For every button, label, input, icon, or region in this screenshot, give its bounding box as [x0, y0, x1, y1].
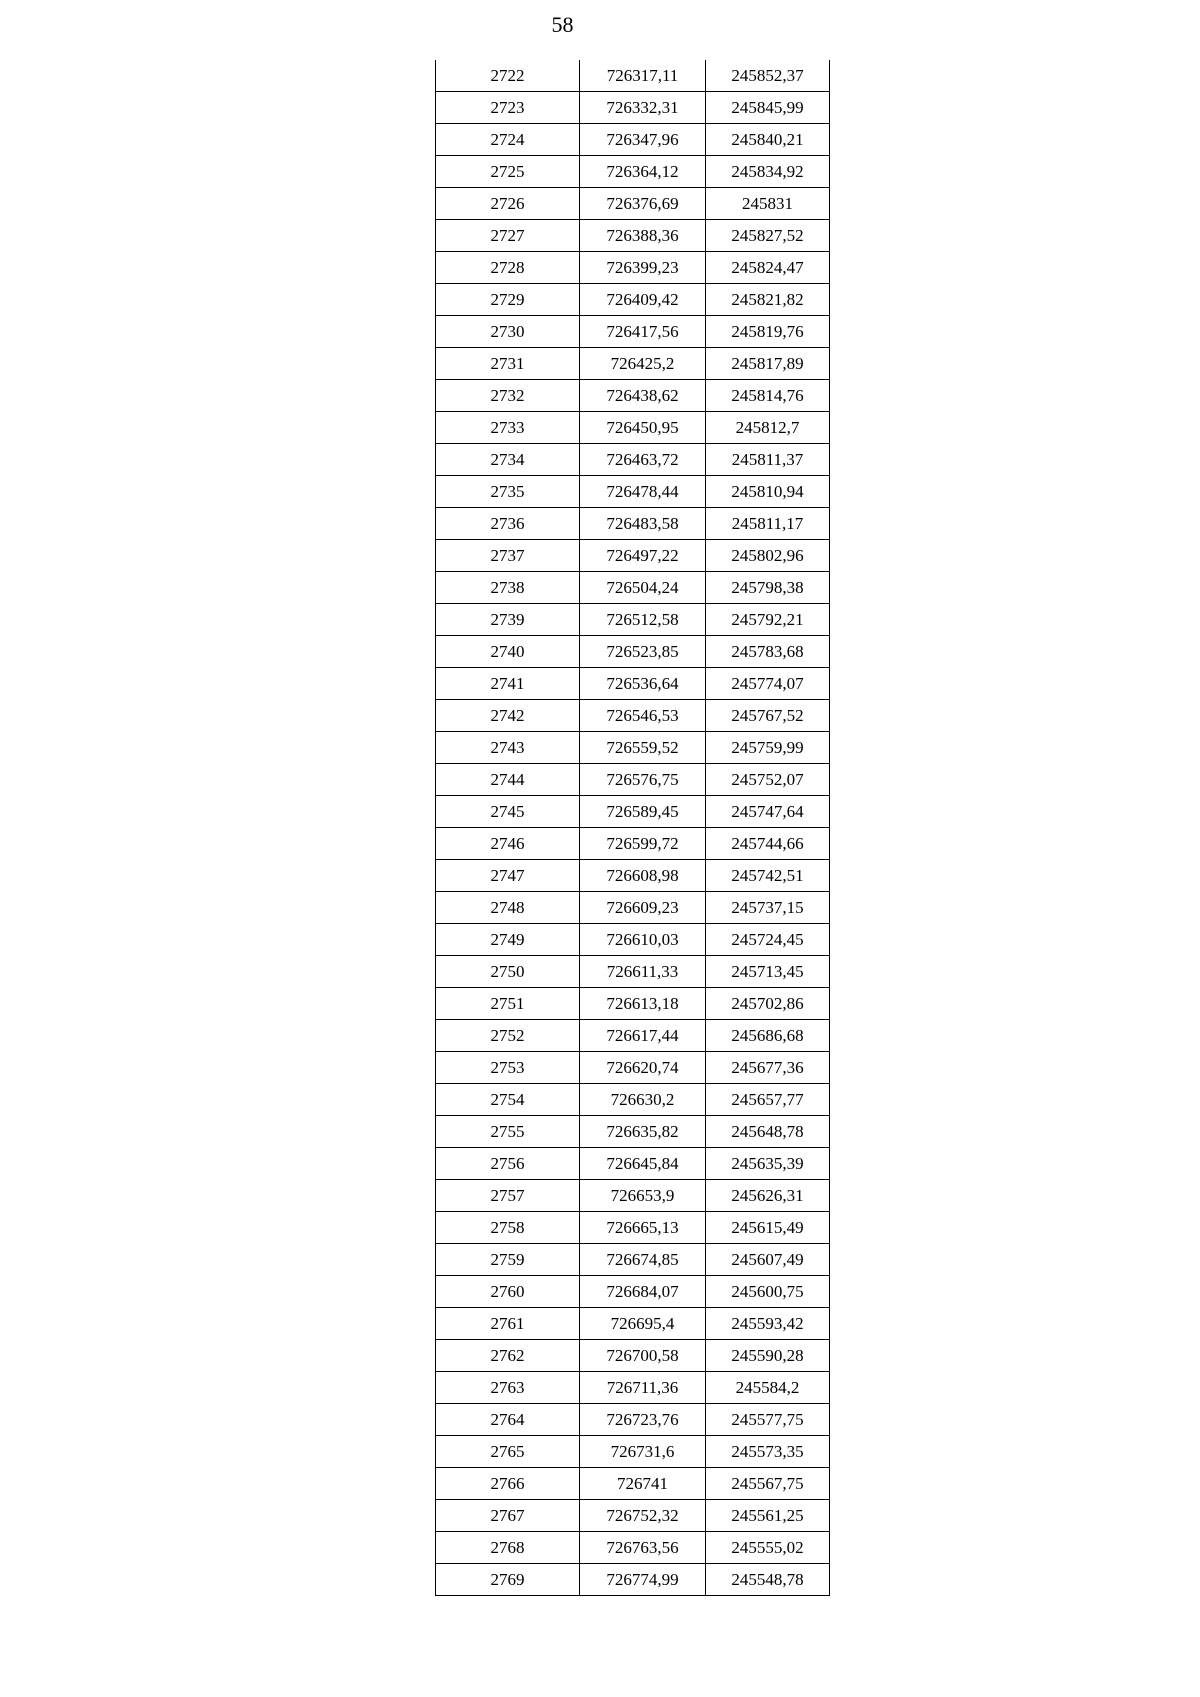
x-coordinate-cell: 726665,13: [580, 1212, 706, 1244]
y-coordinate-cell: 245774,07: [706, 668, 830, 700]
x-coordinate-cell: 726497,22: [580, 540, 706, 572]
table-row: [436, 540, 830, 572]
x-coordinate-cell: 726425,2: [580, 348, 706, 380]
point-number-cell: 2754: [436, 1084, 580, 1116]
table-row: [436, 1308, 830, 1340]
table-row: [436, 636, 830, 668]
page-number: 58: [551, 12, 574, 37]
table-row: [436, 956, 830, 988]
table-row: [436, 1180, 830, 1212]
y-coordinate-cell: 245852,37: [706, 60, 830, 92]
point-number-cell: 2729: [436, 284, 580, 316]
point-number-cell: 2765: [436, 1436, 580, 1468]
point-number-cell: 2731: [436, 348, 580, 380]
point-number-cell: 2768: [436, 1532, 580, 1564]
point-number-cell: 2755: [436, 1116, 580, 1148]
table-row: [436, 1372, 830, 1404]
point-number-cell: 2749: [436, 924, 580, 956]
y-coordinate-cell: 245811,37: [706, 444, 830, 476]
y-coordinate-cell: 245635,39: [706, 1148, 830, 1180]
x-coordinate-cell: 726653,9: [580, 1180, 706, 1212]
point-number-cell: 2745: [436, 796, 580, 828]
x-coordinate-cell: 726700,58: [580, 1340, 706, 1372]
table-row: [436, 860, 830, 892]
y-coordinate-cell: 245747,64: [706, 796, 830, 828]
y-coordinate-cell: 245783,68: [706, 636, 830, 668]
x-coordinate-cell: 726450,95: [580, 412, 706, 444]
table-row: [436, 380, 830, 412]
table-row: [436, 1052, 830, 1084]
table-row: [436, 1564, 830, 1596]
x-coordinate-cell: 726332,31: [580, 92, 706, 124]
x-coordinate-cell: 726504,24: [580, 572, 706, 604]
point-number-cell: 2758: [436, 1212, 580, 1244]
x-coordinate-cell: 726576,75: [580, 764, 706, 796]
table-row: [436, 1148, 830, 1180]
table-row: [436, 1276, 830, 1308]
point-number-cell: 2737: [436, 540, 580, 572]
y-coordinate-cell: 245724,45: [706, 924, 830, 956]
y-coordinate-cell: 245811,17: [706, 508, 830, 540]
x-coordinate-cell: 726512,58: [580, 604, 706, 636]
table-row: [436, 412, 830, 444]
point-number-cell: 2767: [436, 1500, 580, 1532]
y-coordinate-cell: 245600,75: [706, 1276, 830, 1308]
table-row: [436, 188, 830, 220]
table-row: [436, 668, 830, 700]
point-number-cell: 2756: [436, 1148, 580, 1180]
y-coordinate-cell: 245607,49: [706, 1244, 830, 1276]
table-row: [436, 316, 830, 348]
point-number-cell: 2751: [436, 988, 580, 1020]
point-number-cell: 2759: [436, 1244, 580, 1276]
y-coordinate-cell: 245759,99: [706, 732, 830, 764]
x-coordinate-cell: 726752,32: [580, 1500, 706, 1532]
point-number-cell: 2742: [436, 700, 580, 732]
y-coordinate-cell: 245573,35: [706, 1436, 830, 1468]
y-coordinate-cell: 245615,49: [706, 1212, 830, 1244]
point-number-cell: 2736: [436, 508, 580, 540]
point-number-cell: 2753: [436, 1052, 580, 1084]
y-coordinate-cell: 245584,2: [706, 1372, 830, 1404]
y-coordinate-cell: 245744,66: [706, 828, 830, 860]
y-coordinate-cell: 245561,25: [706, 1500, 830, 1532]
table-row: [436, 1116, 830, 1148]
point-number-cell: 2747: [436, 860, 580, 892]
point-number-cell: 2744: [436, 764, 580, 796]
y-coordinate-cell: 245821,82: [706, 284, 830, 316]
table-row: [436, 1244, 830, 1276]
point-number-cell: 2760: [436, 1276, 580, 1308]
table-row: [436, 284, 830, 316]
table-row: [436, 124, 830, 156]
table-row: [436, 92, 830, 124]
x-coordinate-cell: 726741: [580, 1468, 706, 1500]
point-number-cell: 2735: [436, 476, 580, 508]
point-number-cell: 2733: [436, 412, 580, 444]
point-number-cell: 2763: [436, 1372, 580, 1404]
y-coordinate-cell: 245824,47: [706, 252, 830, 284]
x-coordinate-cell: 726478,44: [580, 476, 706, 508]
table-row: [436, 476, 830, 508]
table-row: [436, 348, 830, 380]
x-coordinate-cell: 726438,62: [580, 380, 706, 412]
x-coordinate-cell: 726536,64: [580, 668, 706, 700]
y-coordinate-cell: 245817,89: [706, 348, 830, 380]
table-row: [436, 1468, 830, 1500]
table-row: [436, 1212, 830, 1244]
x-coordinate-cell: 726630,2: [580, 1084, 706, 1116]
point-number-cell: 2723: [436, 92, 580, 124]
x-coordinate-cell: 726774,99: [580, 1564, 706, 1596]
point-number-cell: 2757: [436, 1180, 580, 1212]
table-row: [436, 508, 830, 540]
x-coordinate-cell: 726347,96: [580, 124, 706, 156]
coordinates-table-body: [436, 60, 830, 1596]
point-number-cell: 2724: [436, 124, 580, 156]
table-row: [436, 892, 830, 924]
y-coordinate-cell: 245567,75: [706, 1468, 830, 1500]
table-row: [436, 252, 830, 284]
y-coordinate-cell: 245840,21: [706, 124, 830, 156]
point-number-cell: 2728: [436, 252, 580, 284]
point-number-cell: 2741: [436, 668, 580, 700]
y-coordinate-cell: 245810,94: [706, 476, 830, 508]
y-coordinate-cell: 245737,15: [706, 892, 830, 924]
point-number-cell: 2750: [436, 956, 580, 988]
x-coordinate-cell: 726546,53: [580, 700, 706, 732]
table-row: [436, 156, 830, 188]
y-coordinate-cell: 245767,52: [706, 700, 830, 732]
point-number-cell: 2727: [436, 220, 580, 252]
table-row: [436, 1020, 830, 1052]
y-coordinate-cell: 245626,31: [706, 1180, 830, 1212]
point-number-cell: 2761: [436, 1308, 580, 1340]
x-coordinate-cell: 726674,85: [580, 1244, 706, 1276]
point-number-cell: 2739: [436, 604, 580, 636]
y-coordinate-cell: 245819,76: [706, 316, 830, 348]
y-coordinate-cell: 245834,92: [706, 156, 830, 188]
table-row: [436, 796, 830, 828]
y-coordinate-cell: 245802,96: [706, 540, 830, 572]
table-row: [436, 732, 830, 764]
x-coordinate-cell: 726317,11: [580, 60, 706, 92]
table-row: [436, 988, 830, 1020]
table-row: [436, 828, 830, 860]
y-coordinate-cell: 245742,51: [706, 860, 830, 892]
x-coordinate-cell: 726559,52: [580, 732, 706, 764]
point-number-cell: 2730: [436, 316, 580, 348]
point-number-cell: 2726: [436, 188, 580, 220]
x-coordinate-cell: 726723,76: [580, 1404, 706, 1436]
point-number-cell: 2752: [436, 1020, 580, 1052]
x-coordinate-cell: 726399,23: [580, 252, 706, 284]
coordinates-table: [435, 60, 830, 1596]
x-coordinate-cell: 726523,85: [580, 636, 706, 668]
x-coordinate-cell: 726409,42: [580, 284, 706, 316]
point-number-cell: 2748: [436, 892, 580, 924]
y-coordinate-cell: 245752,07: [706, 764, 830, 796]
y-coordinate-cell: 245792,21: [706, 604, 830, 636]
x-coordinate-cell: 726711,36: [580, 1372, 706, 1404]
x-coordinate-cell: 726610,03: [580, 924, 706, 956]
x-coordinate-cell: 726635,82: [580, 1116, 706, 1148]
y-coordinate-cell: 245657,77: [706, 1084, 830, 1116]
x-coordinate-cell: 726417,56: [580, 316, 706, 348]
table-row: [436, 1340, 830, 1372]
table-row: [436, 1532, 830, 1564]
point-number-cell: 2725: [436, 156, 580, 188]
y-coordinate-cell: 245827,52: [706, 220, 830, 252]
x-coordinate-cell: 726608,98: [580, 860, 706, 892]
y-coordinate-cell: 245555,02: [706, 1532, 830, 1564]
y-coordinate-cell: 245713,45: [706, 956, 830, 988]
y-coordinate-cell: 245814,76: [706, 380, 830, 412]
table-row: [436, 700, 830, 732]
table-row: [436, 764, 830, 796]
y-coordinate-cell: 245845,99: [706, 92, 830, 124]
table-row: [436, 604, 830, 636]
x-coordinate-cell: 726684,07: [580, 1276, 706, 1308]
x-coordinate-cell: 726589,45: [580, 796, 706, 828]
x-coordinate-cell: 726599,72: [580, 828, 706, 860]
point-number-cell: 2738: [436, 572, 580, 604]
point-number-cell: 2762: [436, 1340, 580, 1372]
y-coordinate-cell: 245648,78: [706, 1116, 830, 1148]
table-row: [436, 1500, 830, 1532]
point-number-cell: 2746: [436, 828, 580, 860]
x-coordinate-cell: 726617,44: [580, 1020, 706, 1052]
x-coordinate-cell: 726364,12: [580, 156, 706, 188]
y-coordinate-cell: 245798,38: [706, 572, 830, 604]
table-row: [436, 572, 830, 604]
point-number-cell: 2769: [436, 1564, 580, 1596]
y-coordinate-cell: 245686,68: [706, 1020, 830, 1052]
x-coordinate-cell: 726483,58: [580, 508, 706, 540]
y-coordinate-cell: 245702,86: [706, 988, 830, 1020]
table-row: [436, 1084, 830, 1116]
y-coordinate-cell: 245812,7: [706, 412, 830, 444]
point-number-cell: 2734: [436, 444, 580, 476]
point-number-cell: 2722: [436, 60, 580, 92]
x-coordinate-cell: 726620,74: [580, 1052, 706, 1084]
point-number-cell: 2764: [436, 1404, 580, 1436]
x-coordinate-cell: 726388,36: [580, 220, 706, 252]
x-coordinate-cell: 726376,69: [580, 188, 706, 220]
x-coordinate-cell: 726645,84: [580, 1148, 706, 1180]
table-row: [436, 1404, 830, 1436]
table-row: [436, 1436, 830, 1468]
x-coordinate-cell: 726731,6: [580, 1436, 706, 1468]
y-coordinate-cell: 245593,42: [706, 1308, 830, 1340]
point-number-cell: 2743: [436, 732, 580, 764]
x-coordinate-cell: 726763,56: [580, 1532, 706, 1564]
x-coordinate-cell: 726695,4: [580, 1308, 706, 1340]
point-number-cell: 2766: [436, 1468, 580, 1500]
y-coordinate-cell: 245590,28: [706, 1340, 830, 1372]
y-coordinate-cell: 245577,75: [706, 1404, 830, 1436]
y-coordinate-cell: 245677,36: [706, 1052, 830, 1084]
point-number-cell: 2740: [436, 636, 580, 668]
y-coordinate-cell: 245548,78: [706, 1564, 830, 1596]
table-row: [436, 220, 830, 252]
point-number-cell: 2732: [436, 380, 580, 412]
table-row: [436, 60, 830, 92]
x-coordinate-cell: 726611,33: [580, 956, 706, 988]
table-row: [436, 924, 830, 956]
x-coordinate-cell: 726613,18: [580, 988, 706, 1020]
x-coordinate-cell: 726609,23: [580, 892, 706, 924]
table-row: [436, 444, 830, 476]
y-coordinate-cell: 245831: [706, 188, 830, 220]
x-coordinate-cell: 726463,72: [580, 444, 706, 476]
